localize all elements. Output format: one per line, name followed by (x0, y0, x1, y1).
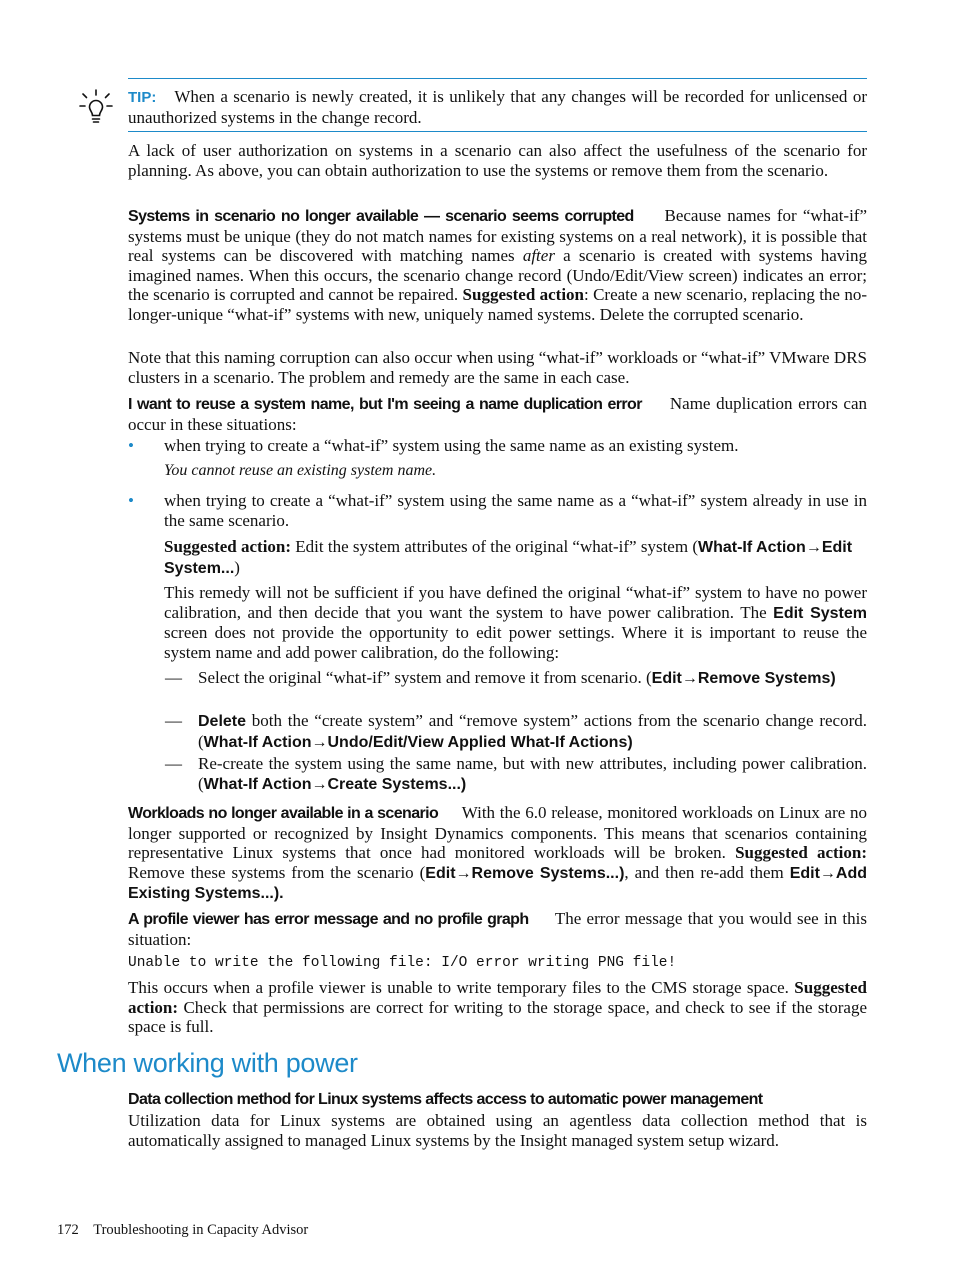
menu-path-edit-system: What-If Action→Edit System... (164, 539, 853, 577)
corrupted-text-after: after (522, 246, 555, 266)
workloads-suggested-label: Suggested action: (735, 843, 867, 863)
section-scenario-corrupted (128, 206, 867, 325)
step-remove-system (198, 668, 867, 689)
reuse-suggested-close: ) (234, 557, 240, 577)
power-paragraph: Utilization data for Linux systems are obtained using an agentless data collection method that is automatically assigned to managed Linux systems by the Insight managed system setup wizard. (128, 1111, 867, 1150)
error-message-code: Unable to write the following file: I/O error writing PNG file! (128, 955, 677, 971)
remedy-text-a: This remedy will not be sufficient if you have defined the original “what-if” system to have no power calibration, and then decide that you want the system to have power calibration. The (164, 583, 867, 622)
lightbulb-icon (78, 88, 114, 128)
menu-path-undo-edit-view: What-If Action→Undo/Edit/View Applied What-If Actions) (203, 733, 633, 751)
footer-title: Troubleshooting in Capacity Advisor (93, 1222, 309, 1238)
remedy-ui-edit-system: Edit System (773, 604, 867, 622)
bullet-marker: • (128, 491, 134, 510)
heading-linux-power-text: Data collection method for Linux systems affects access to automatic power management (128, 1091, 763, 1108)
paragraph-authorization: A lack of user authorization on systems in a scenario can also affect the usefulness of the scenario for planning. As above, you can obtain authorization to use the systems or remove them from the scenario. (128, 141, 867, 180)
menu-path-add-existing-systems: Edit→Add Existing Systems...). (128, 864, 868, 903)
corrupted-suggested-label: Suggested action (462, 285, 585, 305)
tip-box (128, 78, 867, 132)
profile-explanation (128, 978, 867, 1037)
dash-marker: — (165, 668, 182, 687)
remedy-text-b: screen does not provide the opportunity to edit power settings. Where it is important to reuse the system name and add power calibration, do the following: (164, 623, 867, 662)
heading-workloads: Workloads no longer available in a scenario (128, 805, 439, 822)
bullet-marker: • (128, 436, 134, 455)
step3-text: Re-create the system using the same name, but with new attributes, including power calibration. ( (198, 754, 867, 793)
workloads-text-c: , and then re-add them (624, 862, 784, 882)
bullet-existing-system-note: You cannot reuse an existing system name. (164, 462, 437, 479)
reuse-suggested-text: Edit the system attributes of the original “what-if” system ( (295, 537, 698, 556)
reuse-suggested-action (164, 537, 867, 578)
workloads-text-a: With the 6.0 release, monitored workloads on Linux are no longer supported or recognized by Insight Dynamics components. This means that scenarios containing representative Linux systems that once had monitored workloads will be broken. (128, 803, 868, 863)
workloads-text-b: Remove these systems from the scenario ( (128, 862, 426, 882)
menu-path-remove-systems-2: Edit→Remove Systems...) (425, 864, 625, 882)
corrupted-text-c: : Create a new scenario, replacing the no-longer-unique “what-if” systems with new, uniquely named systems. Delete the corrupted scenario. (128, 285, 867, 324)
profile-text: The error message that you would see in this situation: (128, 909, 867, 949)
page-number: 172 (57, 1222, 79, 1238)
heading-name-reuse: I want to reuse a system name, but I'm seeing a name duplication error (128, 396, 642, 413)
bullet-whatif-system: when trying to create a “what-if” system using the same name as a “what-if” system already in use in the same scenario. (164, 491, 867, 530)
section-profile-viewer (128, 909, 867, 949)
page-footer (57, 1222, 308, 1239)
profile-text-c: Check that permissions are correct for writing to the storage space, and check to see if the storage space is full. (128, 997, 867, 1037)
step2-ui-delete: Delete (198, 713, 247, 730)
bullet-existing-system: when trying to create a “what-if” system using the same name as an existing system. (164, 436, 739, 455)
dash-marker: — (165, 754, 182, 773)
section-title: When working with power (57, 1048, 358, 1078)
step-delete-actions (198, 711, 867, 752)
heading-profile-viewer: A profile viewer has error message and no profile graph (128, 911, 529, 928)
tip-label: TIP: (128, 89, 157, 106)
corrupted-text-b: a scenario is created with systems having imagined names. When this occurs, the scenario change record (Undo/Edit/View screen) indicates an error; the scenario is corrupted and cannot be repaired. (128, 246, 868, 305)
paragraph-naming-note: Note that this naming corruption can also occur when using “what-if” workloads or “what-if” VMware DRS clusters in a scenario. The problem and remedy are the same in each case. (128, 348, 867, 387)
menu-path-create-systems: What-If Action→Create Systems...) (203, 775, 467, 793)
remedy-paragraph (164, 583, 867, 662)
heading-scenario-corrupted: Systems in scenario no longer available — scenario seems corrupted (128, 208, 634, 225)
heading-linux-power (128, 1091, 867, 1109)
dash-marker: — (165, 711, 182, 730)
profile-text-b: This occurs when a profile viewer is unable to write temporary files to the CMS storage space. (128, 978, 789, 997)
section-name-reuse (128, 394, 867, 434)
step1-text: Select the original “what-if” system and remove it from scenario. ( (198, 668, 652, 687)
reuse-suggested-label: Suggested action: (164, 537, 292, 556)
step-recreate-system (198, 754, 867, 794)
corrupted-text-a: Because names for “what-if” systems must be unique (they do not match names for existing systems on a real network), it is possible that real systems can be discovered with matching names (128, 206, 868, 266)
step2-text: both the “create system” and “remove system” actions from the scenario change record. ( (198, 711, 868, 751)
profile-suggested-label: Suggested action: (128, 978, 868, 1017)
tip-text: When a scenario is newly created, it is unlikely that any changes will be recorded for unlicensed or unauthorized systems in the change record. (128, 87, 867, 127)
menu-path-remove-systems: Edit→Remove Systems) (651, 670, 836, 687)
section-workloads (128, 803, 867, 904)
reuse-intro-text: Name duplication errors can occur in these situations: (128, 394, 868, 434)
